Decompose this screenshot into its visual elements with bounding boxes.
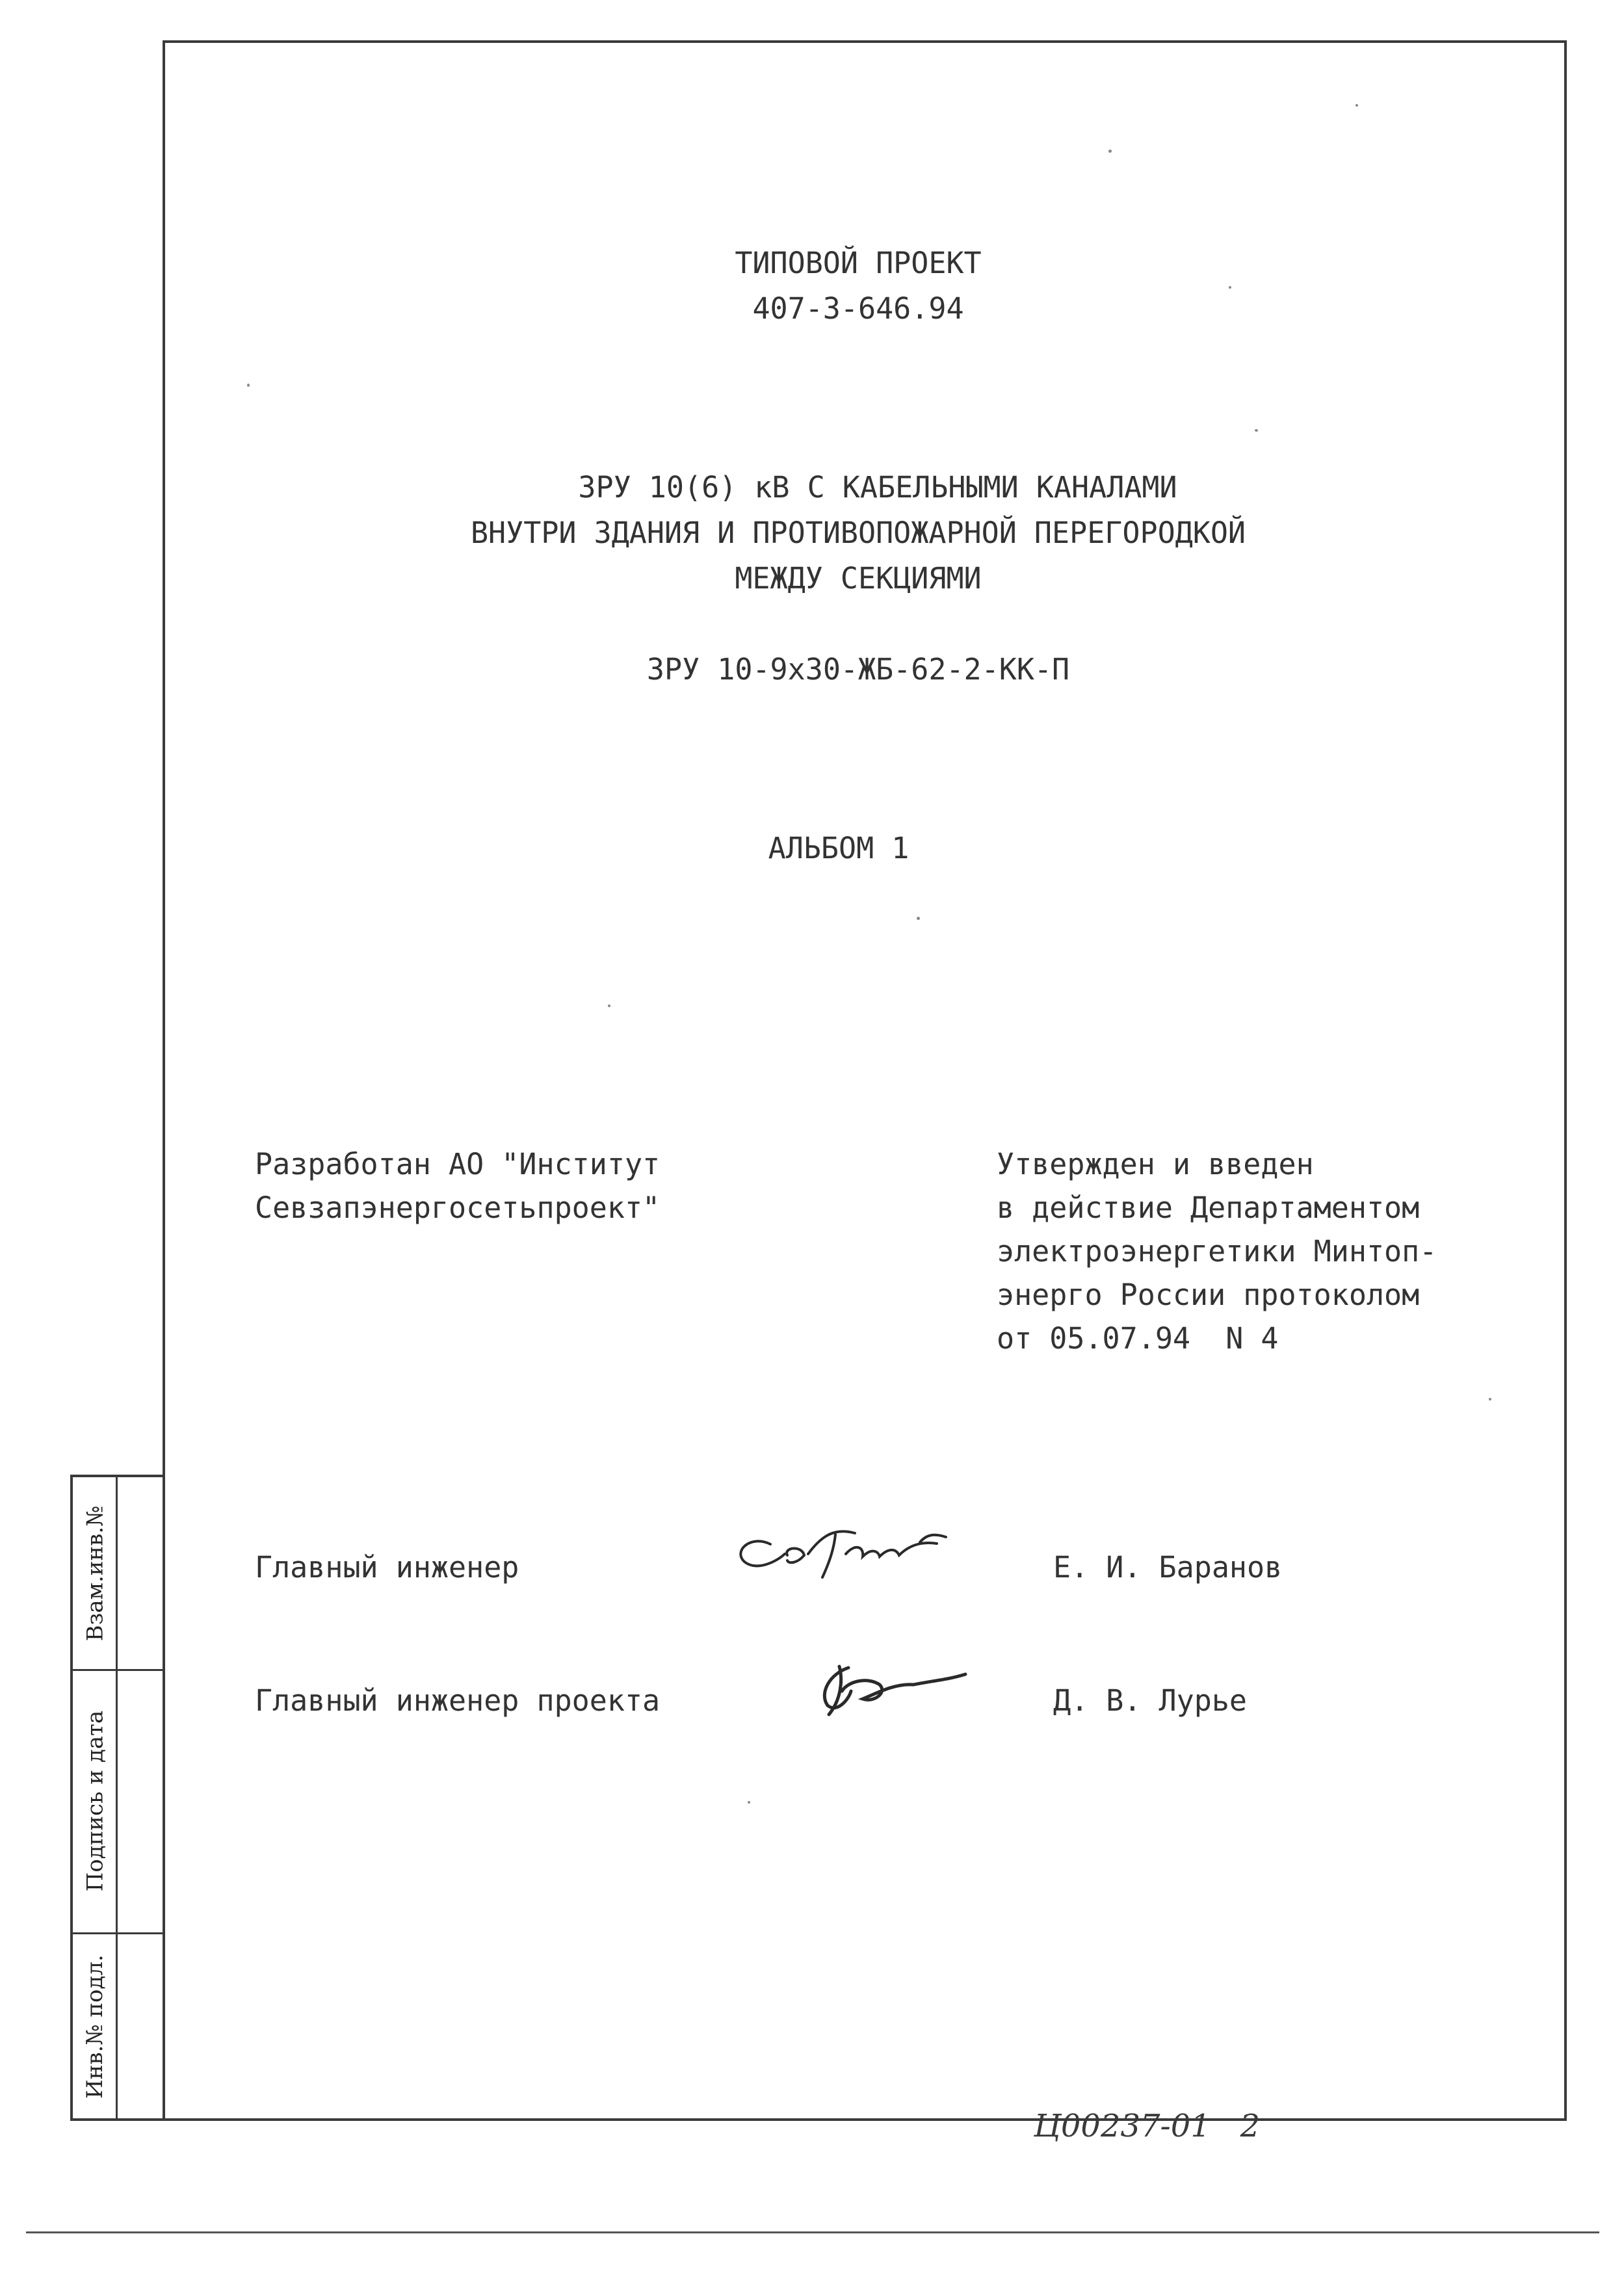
chief-engineer-signature [725,1515,972,1586]
approval-line5: от 05.07.94 N 4 [997,1321,1279,1356]
approval-line3: электроэнергетики Минтоп- [997,1234,1437,1269]
album-number: АЛЬБОМ 1 [768,831,910,865]
approval-line4: энерго России протоколом [997,1278,1420,1312]
document-title-line3: МЕЖДУ СЕКЦИЯМИ [735,561,982,596]
document-title-line1: ЗРУ 10(6) кВ С КАБЕЛЬНЫМИ КАНАЛАМИ [578,470,1177,505]
archive-number: Ц00237-01 2 [1034,2108,1261,2144]
chief-project-engineer-signature [803,1655,972,1720]
project-number: 407-3-646.94 [752,291,964,326]
stamp-replacement-inventory-label: Взам.инв.№ [82,1505,108,1641]
approval-line2: в действие Департаментом [997,1190,1420,1225]
equipment-code: ЗРУ 10-9х30-ЖБ-62-2-КК-П [646,652,1070,687]
document-title-line2: ВНУТРИ ЗДАНИЯ И ПРОТИВОПОЖАРНОЙ ПЕРЕГОРОДКОЙ [470,516,1246,550]
scan-speck [1356,104,1358,107]
scan-speck [247,384,250,387]
side-stamp-table [70,1475,165,2121]
stamp-signature-date-label: Подпись и дата [82,1710,108,1891]
bottom-edge-line [26,2231,1599,2233]
developer-line2: Севзапэнергосетьпроект" [255,1190,661,1225]
chief-project-engineer-role: Главный инженер проекта [255,1683,661,1718]
chief-project-engineer-name: Д. В. Лурье [1053,1683,1248,1718]
developer-line1: Разработан АО "Институт [255,1147,661,1181]
scan-speck [748,1801,750,1804]
stamp-original-inventory-label: Инв.№ подл. [82,1954,108,2099]
project-type-heading: ТИПОВОЙ ПРОЕКТ [735,246,982,280]
page-frame [163,40,1567,2121]
chief-engineer-role: Главный инженер [255,1550,519,1585]
scan-speck [1255,429,1258,432]
scan-speck [1108,150,1112,153]
scan-speck [1489,1398,1491,1400]
approval-line1: Утвержден и введен [997,1147,1314,1181]
chief-engineer-name: Е. И. Баранов [1053,1550,1283,1585]
scan-speck [1229,286,1231,289]
scan-speck [608,1005,610,1007]
stamp-column-divider [116,1477,118,2118]
scan-speck [917,917,920,920]
